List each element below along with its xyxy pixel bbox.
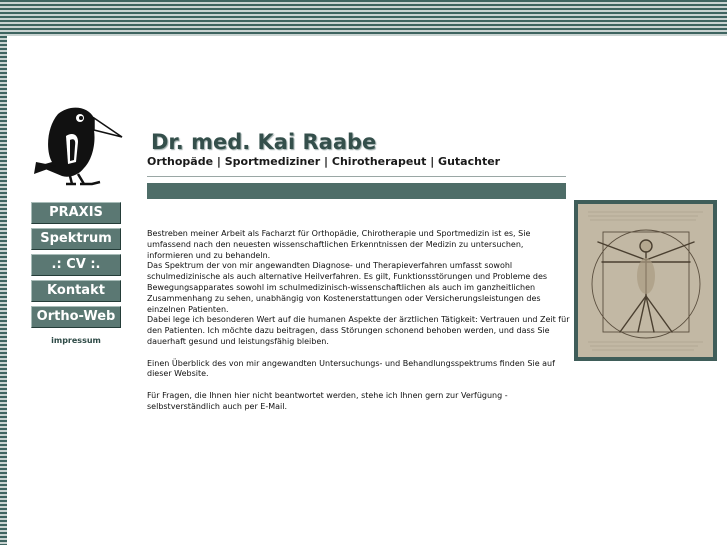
content-paragraph: Für Fragen, die Ihnen hier nicht beantwortet werden, stehe ich Ihnen gern zur Verfügung - selbstverständlich auch per E-Mail. — [147, 390, 508, 411]
main-navigation — [31, 202, 121, 332]
impressum-link[interactable]: impressum — [51, 336, 101, 345]
divider-line — [147, 176, 566, 177]
nav-cv-button[interactable]: .: CV :. — [31, 254, 121, 276]
nav-spektrum-button[interactable]: Spektrum — [31, 228, 121, 250]
page-subtitle: Orthopäde | Sportmediziner | Chirotherapeut | Gutachter — [147, 155, 501, 168]
nav-ortho-web-button[interactable]: Ortho-Web — [31, 306, 121, 328]
accent-bar — [147, 183, 566, 199]
nav-praxis-button[interactable]: PRAXIS — [31, 202, 121, 224]
content-paragraph: Dabei lege ich besonderen Wert auf die humanen Aspekte der ärztlichen Tätigkeit: Vertrauen und Zeit für den Patienten. Ich möchte dazu beitragen, dass Störungen schonend behoben werden, und dass Sie dauerhaft gesund und leistungsfähig bleiben. — [147, 315, 570, 346]
nav-kontakt-button[interactable]: Kontakt — [31, 280, 121, 302]
top-stripe-border — [0, 0, 727, 36]
vitruvian-man-image — [574, 200, 717, 361]
content-paragraph: Das Spektrum der von mir angewandten Diagnose- und Therapieverfahren umfasst sowohl schulmedizinische als auch alternative Heilverfahren. Es gilt, Funktionsstörungen und Probleme des Bewegungsapparates sowohl im schulmedizinisch-wissenschaftlichen als auch im ganzheitlichen Zusammenhang zu sehen, unabhängig von Kostenerstattungen oder Versicherungsleistungen des einzelnen Patienten. — [147, 261, 548, 314]
content-paragraph: Bestreben meiner Arbeit als Facharzt für Orthopädie, Chirotherapie und Sportmedizin ist es, Sie umfassend nach den neuesten wissenschaftlichen Erkenntnissen der Medizin zu untersuchen, informieren und zu behandeln. — [147, 229, 531, 260]
left-stripe-border — [0, 36, 7, 545]
content-paragraph: Einen Überblick des von mir angewandten Untersuchungs- und Behandlungsspektrums finden Sie auf dieser Website. — [147, 358, 555, 379]
raven-logo-icon — [30, 104, 126, 188]
main-content — [147, 229, 572, 413]
page-title: Dr. med. Kai Raabe — [151, 130, 377, 154]
